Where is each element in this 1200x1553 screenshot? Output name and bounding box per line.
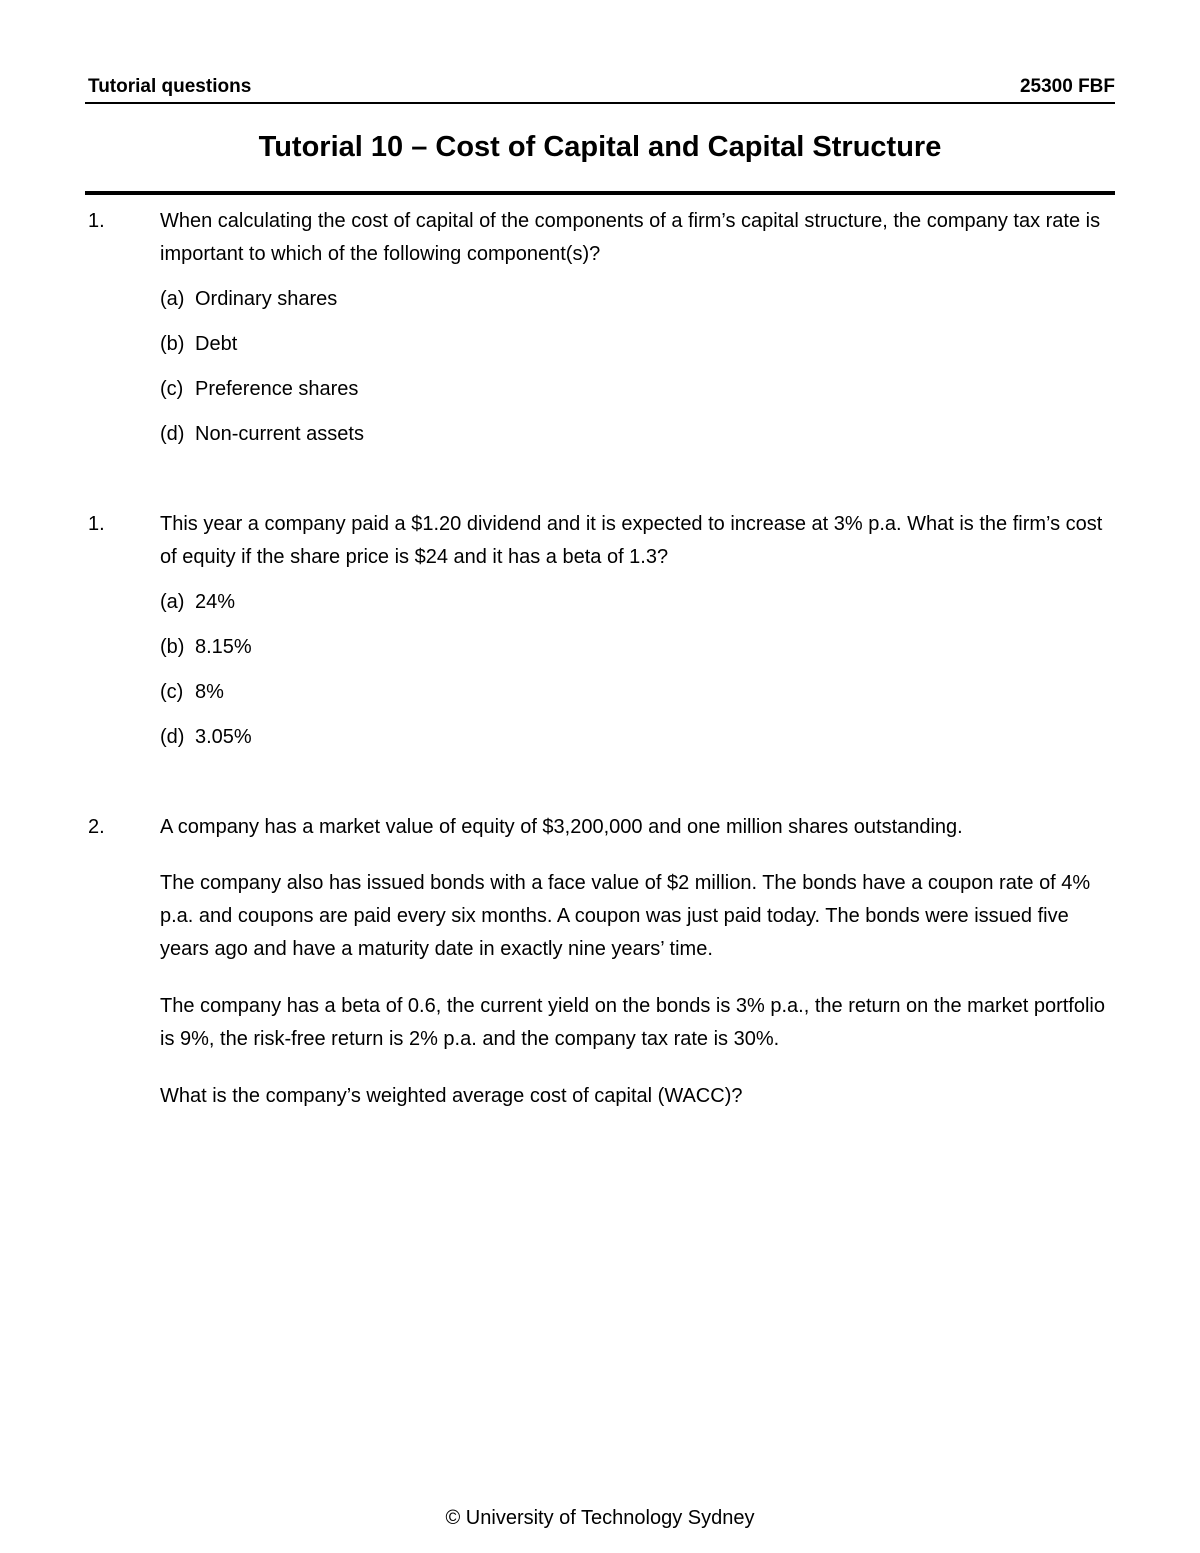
- option-list: [160, 283, 1115, 463]
- option-label: (c): [160, 378, 184, 400]
- option-text: Ordinary shares: [195, 288, 338, 310]
- option-text: 8%: [195, 681, 224, 703]
- header-course-code: 25300 FBF: [1019, 76, 1115, 97]
- question-number: 1.: [88, 513, 105, 535]
- option-item: [160, 676, 1115, 721]
- header-course-label: Tutorial questions: [88, 76, 252, 97]
- question-paragraph: A company has a market value of equity of $3,200,000 and one million shares outstanding.: [160, 816, 963, 838]
- page-header: [88, 74, 1115, 100]
- question-paragraph: The company has a beta of 0.6, the current yield on the bonds is 3% p.a., the return on the market portfolio is 9%, the risk-free return is 2% p.a. and the company tax rate is 30%.: [160, 995, 1105, 1050]
- option-item: [160, 721, 1115, 766]
- option-item: [160, 373, 1115, 418]
- option-item: [160, 418, 1115, 463]
- header-divider: [85, 102, 1115, 104]
- option-label: (a): [160, 288, 185, 310]
- option-item: [160, 283, 1115, 328]
- option-label: (b): [160, 636, 185, 658]
- option-label: (b): [160, 333, 185, 355]
- option-text: Non-current assets: [195, 423, 364, 445]
- page-footer: © University of Technology Sydney: [445, 1507, 755, 1529]
- page-title: Tutorial 10 – Cost of Capital and Capital Structure: [258, 131, 942, 163]
- question-paragraph: The company also has issued bonds with a face value of $2 million. The bonds have a coupon rate of 4% p.a. and coupons are paid every six months. A coupon was just paid today. The bonds were issued five years ago and have a maturity date in exactly nine years’ time.: [160, 872, 1091, 960]
- question-body: [160, 508, 1115, 766]
- option-text: 3.05%: [195, 726, 252, 748]
- option-text: 8.15%: [195, 636, 252, 658]
- question-body: [160, 205, 1115, 463]
- option-list: [160, 586, 1115, 766]
- option-label: (d): [160, 423, 185, 445]
- option-label: (c): [160, 681, 184, 703]
- option-item: [160, 328, 1115, 373]
- question-paragraph: What is the company’s weighted average cost of capital (WACC)?: [160, 1085, 743, 1107]
- title-divider: [85, 191, 1115, 195]
- option-text: Preference shares: [195, 378, 359, 400]
- option-item: [160, 586, 1115, 631]
- question-number: 2.: [88, 816, 105, 838]
- option-text: 24%: [195, 591, 236, 613]
- option-text: Debt: [195, 333, 238, 355]
- question-text: When calculating the cost of capital of the components of a firm’s capital structure, the company tax rate is important to which of the following component(s)?: [160, 210, 1101, 265]
- question-number: 1.: [88, 210, 105, 232]
- option-label: (a): [160, 591, 185, 613]
- question-text: This year a company paid a $1.20 dividend and it is expected to increase at 3% p.a. What is the firm’s cost of equity if the share price is $24 and it has a beta of 1.3?: [160, 513, 1103, 568]
- option-item: [160, 631, 1115, 676]
- question-body: [160, 811, 1115, 1125]
- option-label: (d): [160, 726, 185, 748]
